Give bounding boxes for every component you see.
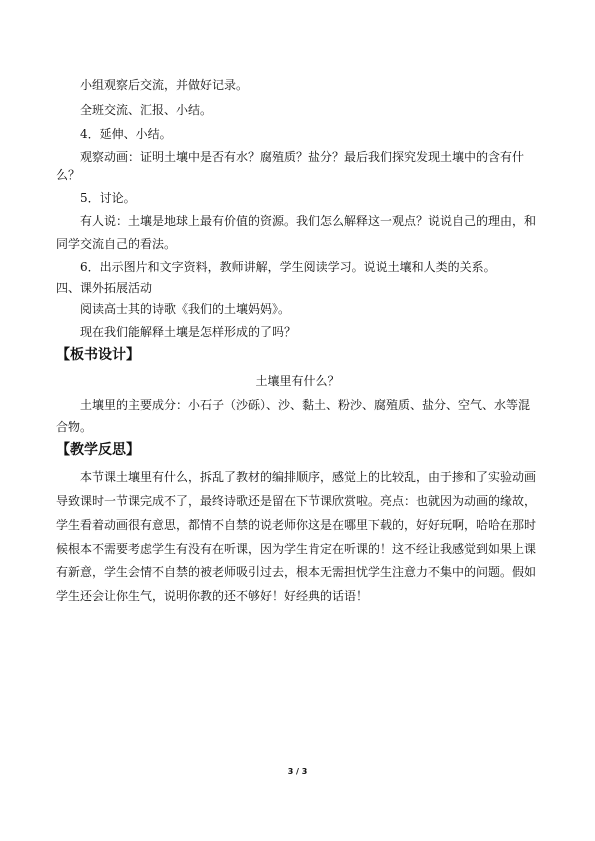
board-title: 土壤里有什么？ <box>255 374 340 388</box>
body-line: 么？ <box>56 168 81 182</box>
board-design-heading: 【板书设计】 <box>56 347 140 363</box>
body-line: 有人说：土壤是地球上最有价值的资源。我们怎么解释这一观点？说说自己的理由，和 <box>80 214 537 228</box>
body-line: 4．延伸、小结。 <box>80 127 172 141</box>
body-line: 阅读高士其的诗歌《我们的土壤妈妈》。 <box>80 302 291 316</box>
reflection-line: 导致课时一节课完成不了，最终诗歌还是留在下节课欣赏啦。亮点：也就因为动画的缘故， <box>56 494 537 508</box>
reflection-line: 候根本不需要考虑学生有没有在听课，因为学生肯定在听课的！这不经让我感觉到如果上课 <box>56 542 537 556</box>
body-line: 同学交流自己的看法。 <box>56 237 177 251</box>
board-content-line: 土壤里的主要成分：小石子（沙砾）、沙、黏土、粉沙、腐殖质、盐分、空气、水等混 <box>80 398 531 412</box>
body-line: 小组观察后交流，并做好记录。 <box>80 78 249 92</box>
reflection-line: 学生看着动画很有意思，都情不自禁的说老师你这是在哪里下载的，好好玩啊，哈哈在那时 <box>56 518 537 532</box>
page-number: 3 / 3 <box>287 767 308 776</box>
body-line: 6．出示图片和文字资料，教师讲解，学生阅读学习。说说土壤和人类的关系。 <box>80 260 496 274</box>
body-line: 全班交流、汇报、小结。 <box>80 103 213 117</box>
reflection-line: 学生还会让你生气，说明你教的还不够好！好经典的话语！ <box>56 589 369 603</box>
board-content-line: 合物。 <box>56 420 93 434</box>
body-line: 观察动画：证明土壤中是否有水？腐殖质？盐分？最后我们探究发现土壤中的含有什 <box>80 150 525 164</box>
body-line: 5．讨论。 <box>80 191 136 205</box>
reflection-line: 本节课土壤里有什么，拆乱了教材的编排顺序，感觉上的比较乱，由于掺和了实验动画 <box>80 470 537 484</box>
body-line: 现在我们能解释土壤是怎样形成的了吗？ <box>80 325 297 339</box>
reflection-heading: 【教学反思】 <box>56 442 140 458</box>
reflection-line: 有新意，学生会情不自禁的被老师吸引过去，根本无需担忧学生注意力不集中的问题。假如 <box>56 565 537 579</box>
section-heading: 四、课外拓展活动 <box>56 281 153 295</box>
